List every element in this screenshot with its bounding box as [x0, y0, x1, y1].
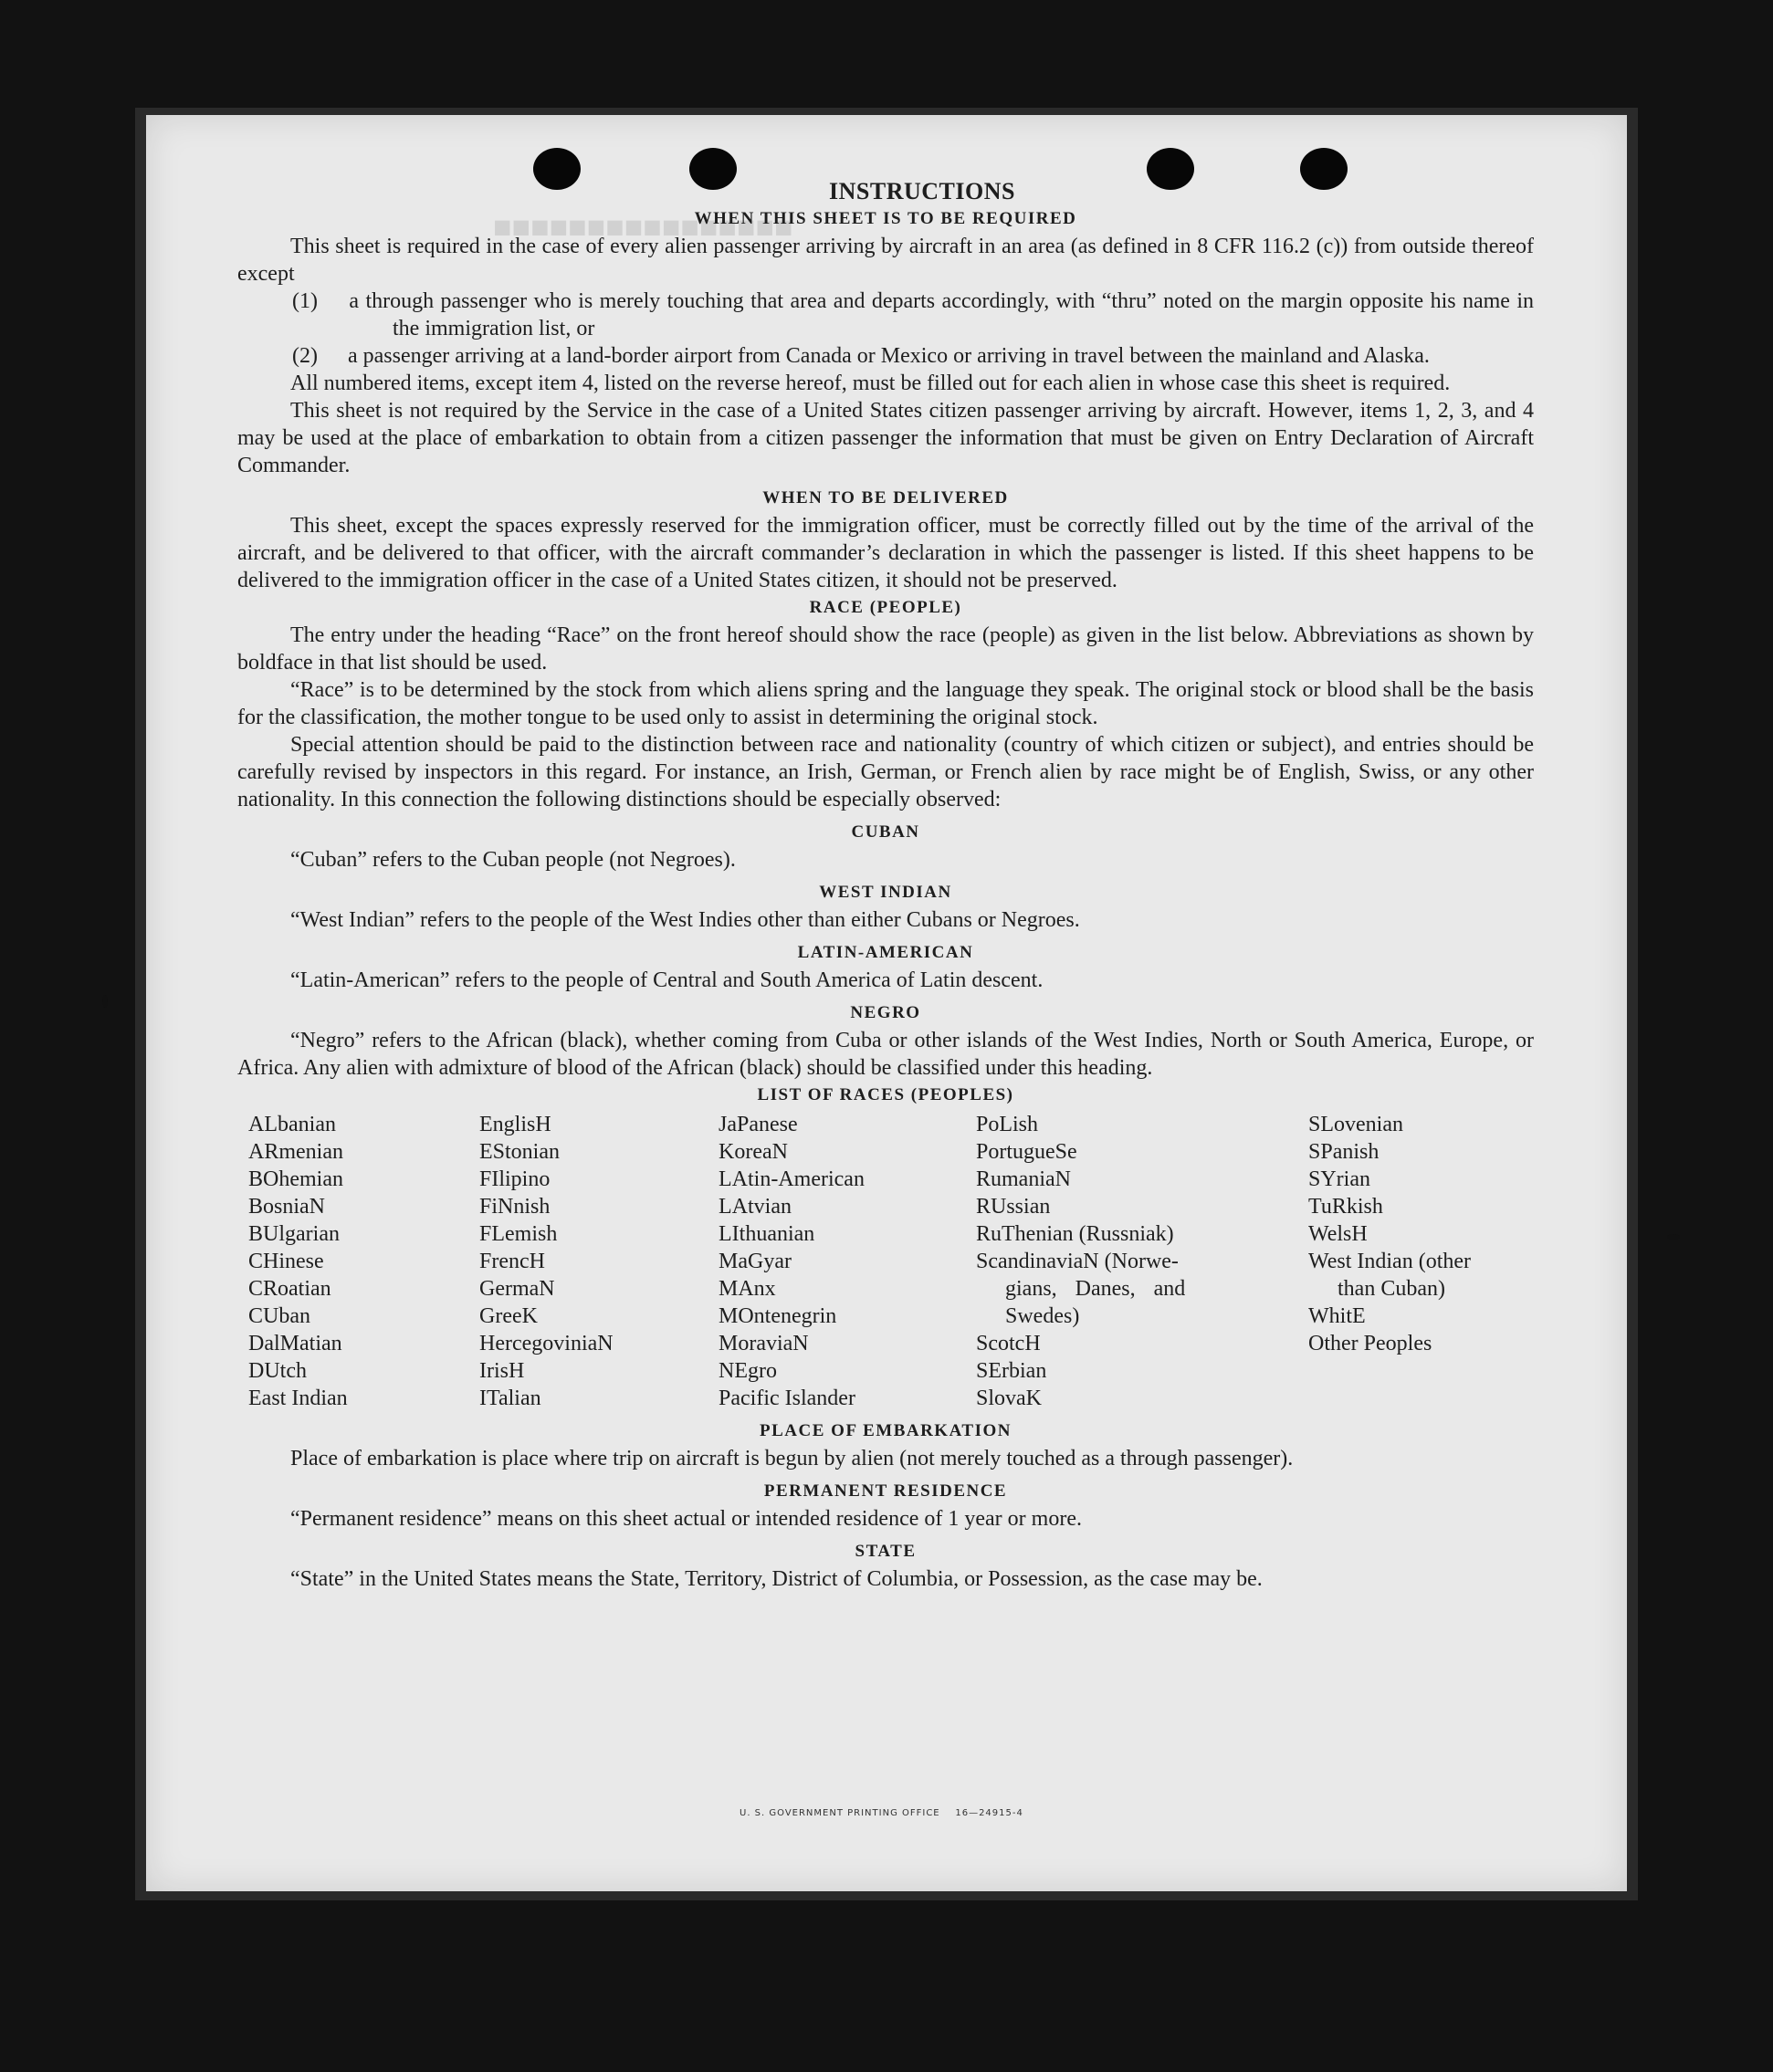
race-entry: LAtin-American — [719, 1167, 865, 1191]
race-entry: MOntenegrin — [719, 1304, 837, 1328]
instructions-body — [237, 178, 1534, 1593]
para-latin-american: “Latin-American” refers to the people of Central and South America of Latin descent. — [290, 968, 1044, 992]
heading-negro: NEGRO — [850, 1003, 921, 1022]
race-entry: SYrian — [1308, 1167, 1370, 1191]
race-entry: KoreaN — [719, 1140, 788, 1164]
para-numbered-items: All numbered items, except item 4, listed on the reverse hereof, must be filled out for each alien in whose case this sheet is required. — [290, 371, 1451, 395]
para-required-intro: This sheet is required in the case of every alien passenger arriving by aircraft in an area (as defined in 8 CFR 116.2 (c)) from outside thereof except — [237, 235, 1534, 286]
exception-text: a passenger arriving at a land-border airport from Canada or Mexico or arriving in travel between the mainland and Alaska. — [348, 344, 1430, 368]
race-entry: SLovenian — [1308, 1113, 1403, 1136]
document-title: INSTRUCTIONS — [829, 178, 1015, 204]
heading-state: STATE — [855, 1542, 917, 1561]
para-west-indian: “West Indian” refers to the people of the West Indies other than either Cubans or Negroes. — [290, 908, 1080, 932]
para-cuban: “Cuban” refers to the Cuban people (not Negroes). — [290, 848, 736, 872]
race-entry: TuRkish — [1308, 1195, 1383, 1219]
heading-when-delivered: WHEN TO BE DELIVERED — [762, 488, 1009, 508]
race-entry: ALbanian — [248, 1113, 336, 1136]
para-race-entry: The entry under the heading “Race” on the front hereof should show the race (people) as given in the list below. Abbreviations as shown by boldface in that list should be used. — [237, 623, 1534, 675]
para-embarkation: Place of embarkation is place where trip on aircraft is begun by alien (not merely touched as a through passenger). — [290, 1447, 1294, 1470]
race-entry: BOhemian — [248, 1167, 343, 1191]
para-citizen-passenger: This sheet is not required by the Service in the case of a United States citizen passenger arriving by aircraft. However, items 1, 2, 3, and 4 may be used at the place of embarkation to obtain from a citizen passenger the information that must be given on Entry Declaration of Aircraft Commander. — [237, 399, 1534, 477]
race-entry: EStonian — [479, 1140, 560, 1164]
race-entry: Other Peoples — [1308, 1332, 1432, 1355]
race-entry: JaPanese — [719, 1113, 798, 1136]
race-list-table — [248, 1111, 1534, 1412]
heading-race: RACE (PEOPLE) — [809, 598, 962, 617]
race-entry: ARmenian — [248, 1140, 343, 1164]
race-entry: LAtvian — [719, 1195, 792, 1219]
para-negro: “Negro” refers to the African (black), whether coming from Cuba or other islands of the West Indies, North or South America, Europe, or Africa. Any alien with admixture of blood of the African (black) should be classified under this heading. — [237, 1029, 1534, 1080]
race-entry: GermaN — [479, 1277, 555, 1301]
race-entry: MoraviaN — [719, 1332, 809, 1355]
race-entry: HercegoviniaN — [479, 1332, 614, 1355]
race-entry: CHinese — [248, 1250, 324, 1273]
race-entry: CUban — [248, 1304, 310, 1328]
race-column-4 — [976, 1111, 1308, 1412]
race-entry: BUlgarian — [248, 1222, 340, 1246]
race-entry: RumaniaN — [976, 1167, 1071, 1191]
race-entry-continuation: gians, Danes, and — [1005, 1277, 1186, 1301]
para-residence: “Permanent residence” means on this sheet actual or intended residence of 1 year or more. — [290, 1507, 1082, 1531]
exception-number: (2) — [292, 344, 318, 368]
race-entry: MaGyar — [719, 1250, 792, 1273]
race-entry: FiNnish — [479, 1195, 551, 1219]
heading-when-required: WHEN THIS SHEET IS TO BE REQUIRED — [694, 209, 1077, 228]
race-entry: FIlipino — [479, 1167, 551, 1191]
race-entry: PoLish — [976, 1113, 1039, 1136]
exception-text: a through passenger who is merely touching that area and departs accordingly, with “thru” noted on the margin opposite his name in the immigration list, or — [349, 289, 1535, 340]
race-entry: DalMatian — [248, 1332, 342, 1355]
para-state: “State” in the United States means the State, Territory, District of Columbia, or Possession, as the case may be. — [290, 1567, 1263, 1591]
para-delivery: This sheet, except the spaces expressly reserved for the immigration officer, must be correctly filled out by the time of the arrival of the aircraft, and be delivered to that officer, with the aircraft commander’s declaration in which the passenger is listed. If this sheet happens to be delivered to the immigration officer in the case of a United States citizen, it should not be preserved. — [237, 514, 1534, 592]
heading-embarkation: PLACE OF EMBARKATION — [760, 1421, 1012, 1440]
scan-speck — [1667, 1234, 1680, 1240]
race-entry: East Indian — [248, 1387, 348, 1410]
race-entry: PortugueSe — [976, 1140, 1077, 1164]
exception-number: (1) — [292, 289, 318, 313]
race-entry: West Indian (other — [1308, 1250, 1472, 1273]
race-entry: ITalian — [479, 1387, 541, 1410]
race-entry: RUssian — [976, 1195, 1051, 1219]
race-entry: GreeK — [479, 1304, 538, 1328]
race-entry: SlovaK — [976, 1387, 1042, 1410]
race-entry: ScotcH — [976, 1332, 1041, 1355]
race-entry: MAnx — [719, 1277, 776, 1301]
printing-office-imprint: U. S. GOVERNMENT PRINTING OFFICE 16—24915-4 — [740, 1808, 1023, 1818]
race-entry: NEgro — [719, 1359, 777, 1383]
race-entry: Pacific Islander — [719, 1387, 855, 1410]
race-entry: WelsH — [1308, 1222, 1368, 1246]
scan-speck — [102, 995, 108, 1008]
race-entry: FrencH — [479, 1250, 545, 1273]
race-entry: BosniaN — [248, 1195, 325, 1219]
race-entry: IrisH — [479, 1359, 525, 1383]
heading-cuban: CUBAN — [851, 822, 920, 842]
race-entry: RuThenian (Russniak) — [976, 1222, 1174, 1246]
heading-latin-american: LATIN-AMERICAN — [797, 943, 974, 962]
race-column-3 — [719, 1111, 976, 1412]
race-entry: DUtch — [248, 1359, 307, 1383]
race-entry: SErbian — [976, 1359, 1047, 1383]
race-column-1 — [248, 1111, 479, 1412]
race-entry: SPanish — [1308, 1140, 1380, 1164]
heading-list-of-races: LIST OF RACES (PEOPLES) — [757, 1085, 1014, 1104]
race-entry: WhitE — [1308, 1304, 1366, 1328]
race-entry-continuation: Swedes) — [1005, 1304, 1080, 1328]
heading-west-indian: WEST INDIAN — [819, 883, 952, 902]
race-entry: FLemish — [479, 1222, 558, 1246]
bleed-through-mark: ■■■■■■■■■■■■■■■■ — [493, 210, 793, 245]
race-entry: CRoatian — [248, 1277, 331, 1301]
exception-item-1 — [292, 288, 1535, 342]
heading-residence: PERMANENT RESIDENCE — [763, 1481, 1008, 1501]
race-entry: ScandinaviaN (Norwe- — [976, 1250, 1179, 1273]
race-entry: EnglisH — [479, 1113, 551, 1136]
para-race-nationality: Special attention should be paid to the distinction between race and nationality (country of which citizen or subject), and entries should be carefully revised by inspectors in this regard. For instance, an Irish, German, or French alien by race might be of English, Swiss, or any other nationality. In this connection the following distinctions should be especially observed: — [237, 733, 1534, 811]
race-column-2 — [479, 1111, 719, 1412]
race-entry-continuation: than Cuban) — [1338, 1277, 1445, 1301]
exception-item-2 — [292, 342, 1534, 370]
para-race-definition: “Race” is to be determined by the stock from which aliens spring and the language they speak. The original stock or blood shall be the basis for the classification, the mother tongue to be used only to assist in determining the original stock. — [237, 678, 1534, 729]
race-column-5 — [1308, 1111, 1546, 1412]
race-entry: LIthuanian — [719, 1222, 815, 1246]
